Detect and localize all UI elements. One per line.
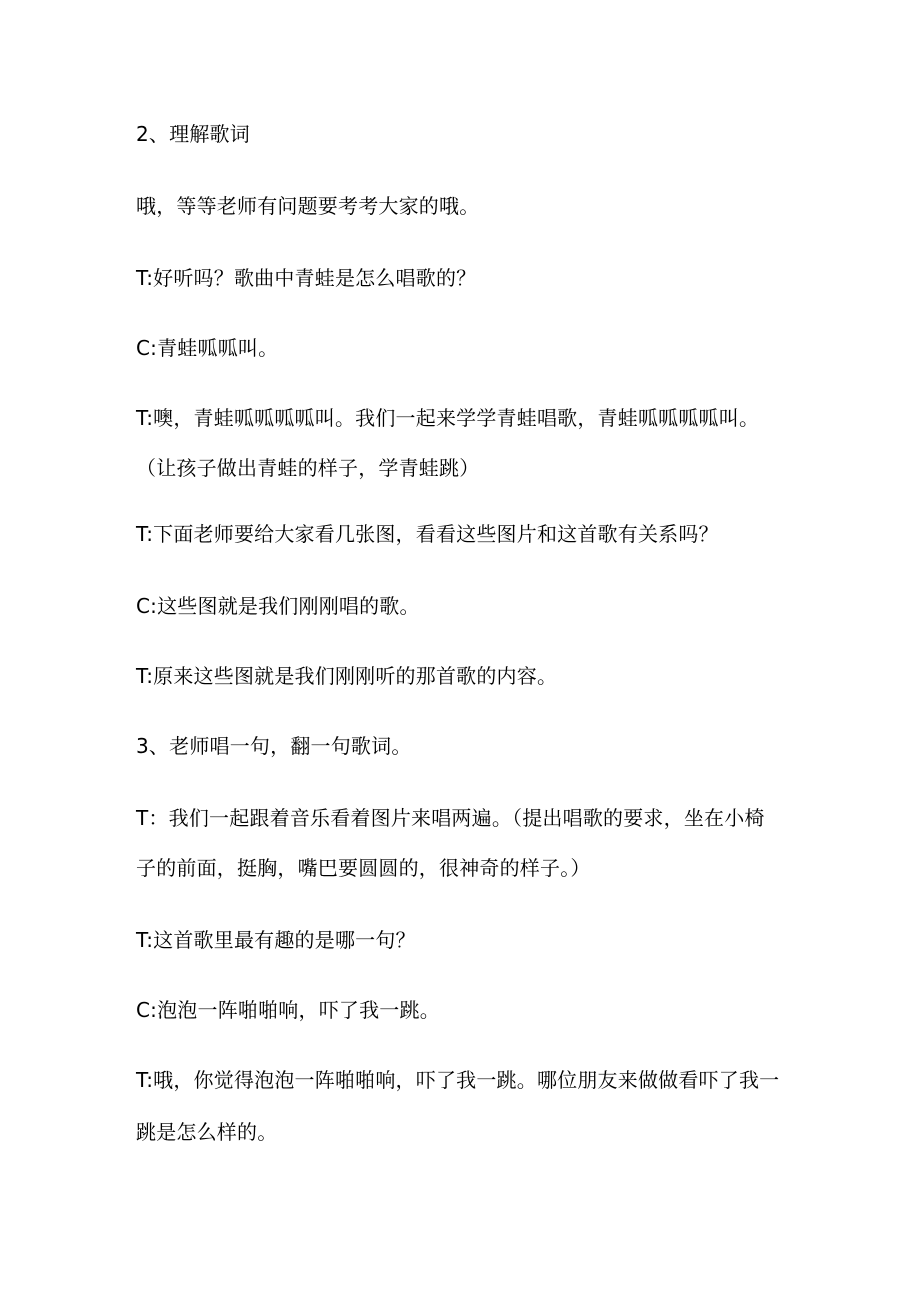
paragraph-line: T:哦，你觉得泡泡一阵啪啪响，吓了我一跳。哪位朋友来做做看吓了我一 <box>136 1068 780 1092</box>
paragraph-line: T:这首歌里最有趣的是哪一句？ <box>136 928 416 952</box>
section-heading-sing-line-by-line: 3、老师唱一句，翻一句歌词。 <box>136 734 412 758</box>
paragraph-line: T:好听吗？歌曲中青蛙是怎么唱歌的？ <box>136 266 477 290</box>
paragraph-line: 跳是怎么样的。 <box>136 1120 278 1144</box>
paragraph-line: （让孩子做出青蛙的样子，学青蛙跳） <box>136 456 480 480</box>
paragraph-line: C:泡泡一阵啪啪响，吓了我一跳。 <box>136 998 440 1022</box>
paragraph-line: T:下面老师要给大家看几张图，看看这些图片和这首歌有关系吗？ <box>136 522 719 546</box>
paragraph-line: C:这些图就是我们刚刚唱的歌。 <box>136 594 420 618</box>
paragraph-line: T:噢，青蛙呱呱呱呱叫。我们一起来学学青蛙唱歌，青蛙呱呱呱呱叫。 <box>136 406 760 430</box>
paragraph-line: 哦，等等老师有问题要考考大家的哦。 <box>136 194 480 218</box>
paragraph-line: 子的前面，挺胸，嘴巴要圆圆的，很神奇的样子。） <box>136 856 591 880</box>
paragraph-line: C:青蛙呱呱叫。 <box>136 336 279 360</box>
paragraph-line: T:原来这些图就是我们刚刚听的那首歌的内容。 <box>136 664 558 688</box>
section-heading-understand-lyrics: 2、理解歌词 <box>136 122 250 146</box>
paragraph-line: T：我们一起跟着音乐看着图片来唱两遍。（提出唱歌的要求，坐在小椅 <box>136 806 765 830</box>
